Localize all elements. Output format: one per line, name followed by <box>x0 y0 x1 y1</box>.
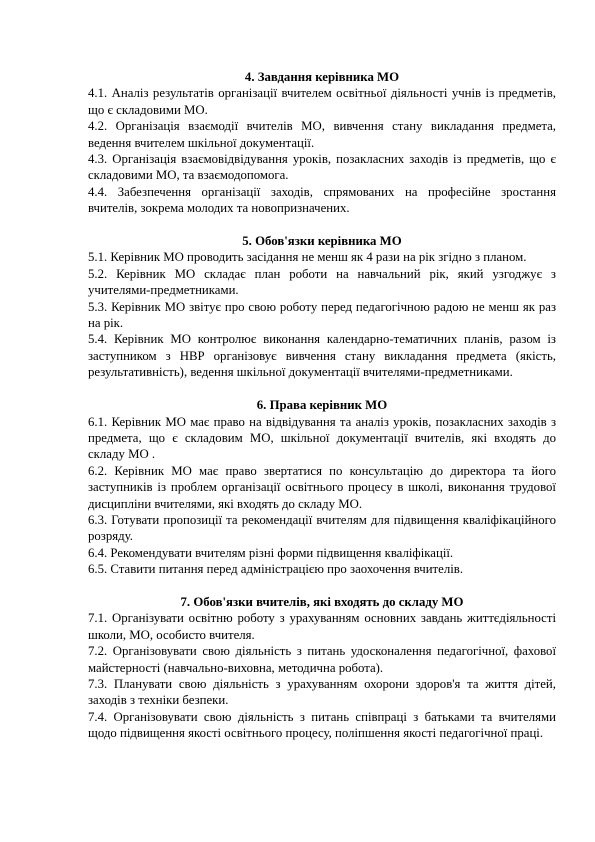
section-heading: 6. Права керівник МО <box>256 398 388 413</box>
paragraph: 7.2. Організовувати свою діяльність з питань удосконалення педагогічної, фахової майстерності (навчально-виховна, методична робота). <box>88 644 556 675</box>
section-heading: 4. Завдання керівника МО <box>244 70 400 84</box>
paragraph: 5.3. Керівник МО звітує про свою роботу перед педагогічною радою не менш як раз на рік. <box>88 299 556 331</box>
section-spacer <box>88 217 556 233</box>
section-spacer <box>88 381 556 397</box>
section-teacher-duties <box>88 594 556 742</box>
section-tasks <box>88 69 556 217</box>
section-rights <box>88 397 556 577</box>
section-duties-head <box>88 233 556 381</box>
section-heading: 7. Обов'язки вчителів, які входять до складу МО <box>180 594 464 609</box>
paragraph: 5.1. Керівник МО проводить засідання не менш як 4 рази на рік згідно з планом. <box>88 250 527 265</box>
paragraph: 6.3. Готувати пропозиції та рекомендації вчителям для підвищення кваліфікаційного розряду. <box>88 512 556 544</box>
paragraph: 6.4. Рекомендувати вчителям різні форми підвищення кваліфікації. <box>88 545 454 560</box>
paragraph: 4.3. Організація взаємовідвідування уроків, позакласних заходів із предметів, що є складовими МО, та взаємодопомога. <box>88 152 556 183</box>
section-heading: 5. Обов'язки керівника МО <box>242 234 402 249</box>
paragraph: 5.2. Керівник МО складає план роботи на навчальний рік, який узгоджує з учителями-предметниками. <box>88 266 556 298</box>
paragraph: 6.1. Керівник МО має право на відвідування та аналіз уроків, позакласних заходів з предмета, що є складовим МО, шкільної документації вчителів, які входять до складу МО . <box>88 414 556 462</box>
paragraph: 7.3. Планувати свою діяльність з урахуванням охорони здоров'я та життя дітей, заходів з техніки безпеки. <box>88 676 556 708</box>
paragraph: 7.4. Організовувати свою діяльність з питань співпраці з батьками та вчителями щодо підвищення якості освітнього процесу, поліпшення якості педагогічної праці. <box>88 709 556 741</box>
section-spacer <box>88 578 556 594</box>
paragraph: 7.1. Організувати освітню роботу з урахуванням основних завдань життєдіяльності школи, МО, особисто вчителя. <box>88 611 556 642</box>
paragraph: 4.4. Забезпечення організації заходів, спрямованих на професійне зростання вчителів, зокрема молодих та новопризначених. <box>88 184 556 216</box>
paragraph: 4.2. Організація взаємодії вчителів МО, вивчення стану викладання предмета, ведення вчителем шкільної документації. <box>88 119 556 150</box>
paragraph: 5.4. Керівник МО контролює виконання календарно-тематичних планів, разом із заступником з НВР організовує вивчення стану викладання предмета (якість, результативність), ведення шкільної документації вчителями-предметниками. <box>88 332 556 380</box>
paragraph: 4.1. Аналіз результатів організації вчителем освітньої діяльності учнів із предметів, що є складовими МО. <box>88 86 556 117</box>
paragraph: 6.2. Керівник МО має право звертатися по консультацію до директора та його заступників із проблем організації освітнього процесу в школі, виконання трудової дисципліни вчителями, які входять до складу МО. <box>88 463 556 511</box>
paragraph: 6.5. Ставити питання перед адміністрацією про заохочення вчителів. <box>88 562 464 577</box>
